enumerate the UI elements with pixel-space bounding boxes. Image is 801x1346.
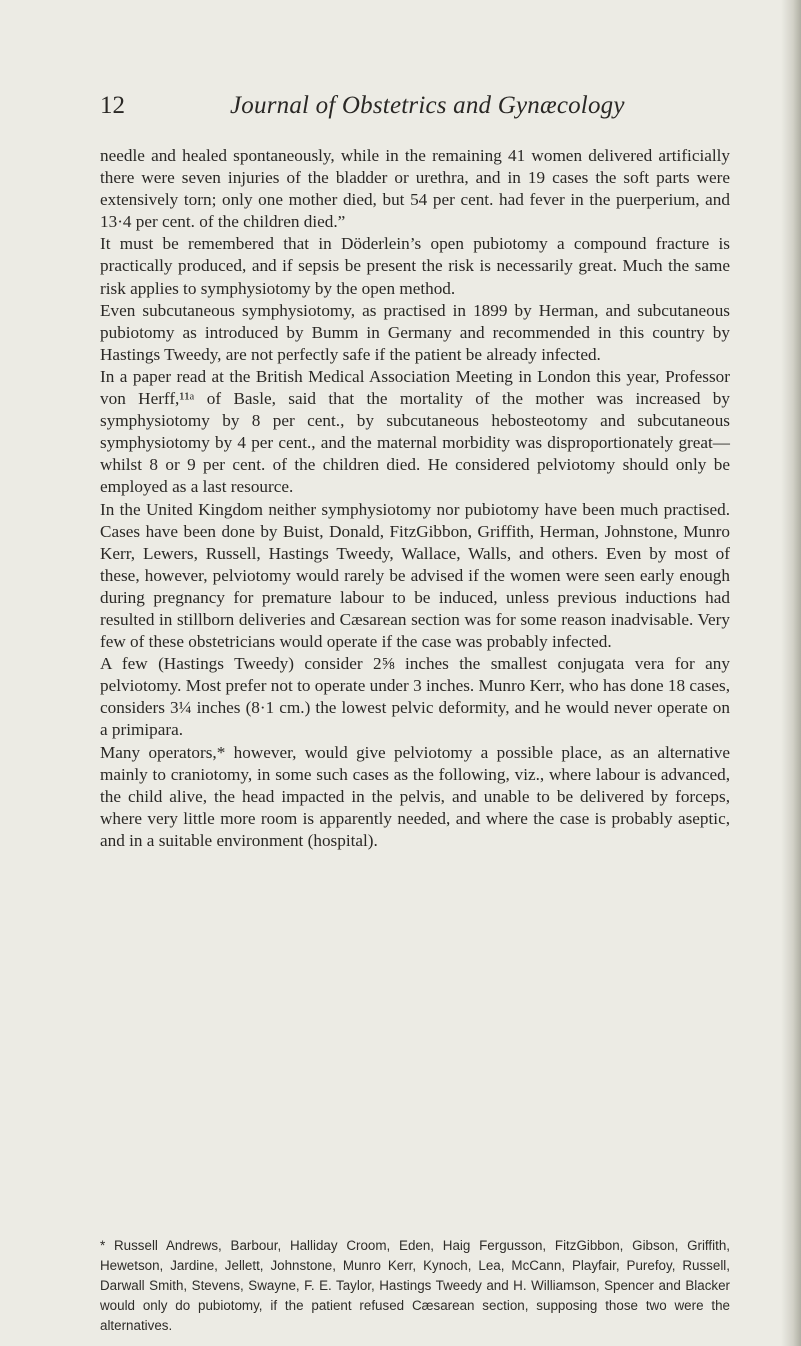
page-edge-shadow (781, 0, 801, 1346)
page-header (100, 92, 740, 128)
footnote (100, 1236, 730, 1336)
paragraph: In a paper read at the British Medical Association Meeting in London this year, Professor von Herff,¹¹ᵃ of Basle, said that the mortality of the mother was increased by symphysiotomy by 8 per cent., by subcutaneous hebosteotomy and subcutaneous symphysiotomy by 4 per cent., and the maternal morbidity was disproportionately great—whilst 8 or 9 per cent. of the children died. He considered pelviotomy should only be employed as a last resource. (100, 366, 730, 497)
running-title: Journal of Obstetrics and Gynæcology (230, 92, 625, 119)
paragraph: A few (Hastings Tweedy) consider 2⅝ inches the smallest conjugata vera for any pelviotomy. Most prefer not to operate under 3 inches. Munro Kerr, who has done 18 cases, considers 3¼ inches (8·1 cm.) the lowest pelvic deformity, and he would never operate on a primipara. (100, 654, 730, 740)
page-number: 12 (100, 92, 125, 119)
footnote-text: * Russell Andrews, Barbour, Halliday Croom, Eden, Haig Fergusson, FitzGibbon, Gibson, Griffith, Hewetson, Jardine, Jellett, Johnstone, Munro Kerr, Kynoch, Lea, McCann, Playfair, Purefoy, Russell, Darwall Smith, Stevens, Swayne, F. E. Taylor, Hastings Tweedy and H. Williamson, Spencer and Blacker would only do pubiotomy, if the patient refused Cæsarean section, supposing those two were the alternatives. (100, 1238, 730, 1333)
paragraph: Even subcutaneous symphysiotomy, as practised in 1899 by Herman, and subcutaneous pubiotomy as introduced by Bumm in Germany and recommended in this country by Hastings Tweedy, are not perfectly safe if the patient be already infected. (100, 300, 730, 364)
paragraph: Many operators,* however, would give pelviotomy a possible place, as an alternative mainly to craniotomy, in some such cases as the following, viz., where labour is advanced, the child alive, the head impacted in the pelvis, and unable to be delivered by forceps, where very little more room is apparently needed, and where the case is probably aseptic, and in a suitable environment (hospital). (100, 742, 730, 850)
paragraph: needle and healed spontaneously, while in the remaining 41 women delivered artificially there were seven injuries of the bladder or urethra, and in 19 cases the soft parts were extensively torn; only one mother died, but 54 per cent. had fever in the puerperium, and 13·4 per cent. of the children died.” (100, 146, 730, 232)
paragraph: It must be remembered that in Döderlein’s open pubiotomy a compound fracture is practically produced, and if sepsis be present the risk is necessarily great. Much the same risk applies to symphysiotomy by the open method. (100, 234, 730, 298)
paragraph: In the United Kingdom neither symphysiotomy nor pubiotomy have been much practised. Cases have been done by Buist, Donald, FitzGibbon, Griffith, Herman, Johnstone, Munro Kerr, Lewers, Russell, Hastings Tweedy, Wallace, Walls, and others. Even by most of these, however, pelviotomy would rarely be advised if the women were seen early enough during pregnancy for premature labour to be induced, unless previous inductions had resulted in stillborn deliveries and Cæsarean section was for some reason inadvisable. Very few of these obstetricians would operate if the case was probably infected. (100, 499, 730, 652)
body-text (100, 145, 730, 852)
